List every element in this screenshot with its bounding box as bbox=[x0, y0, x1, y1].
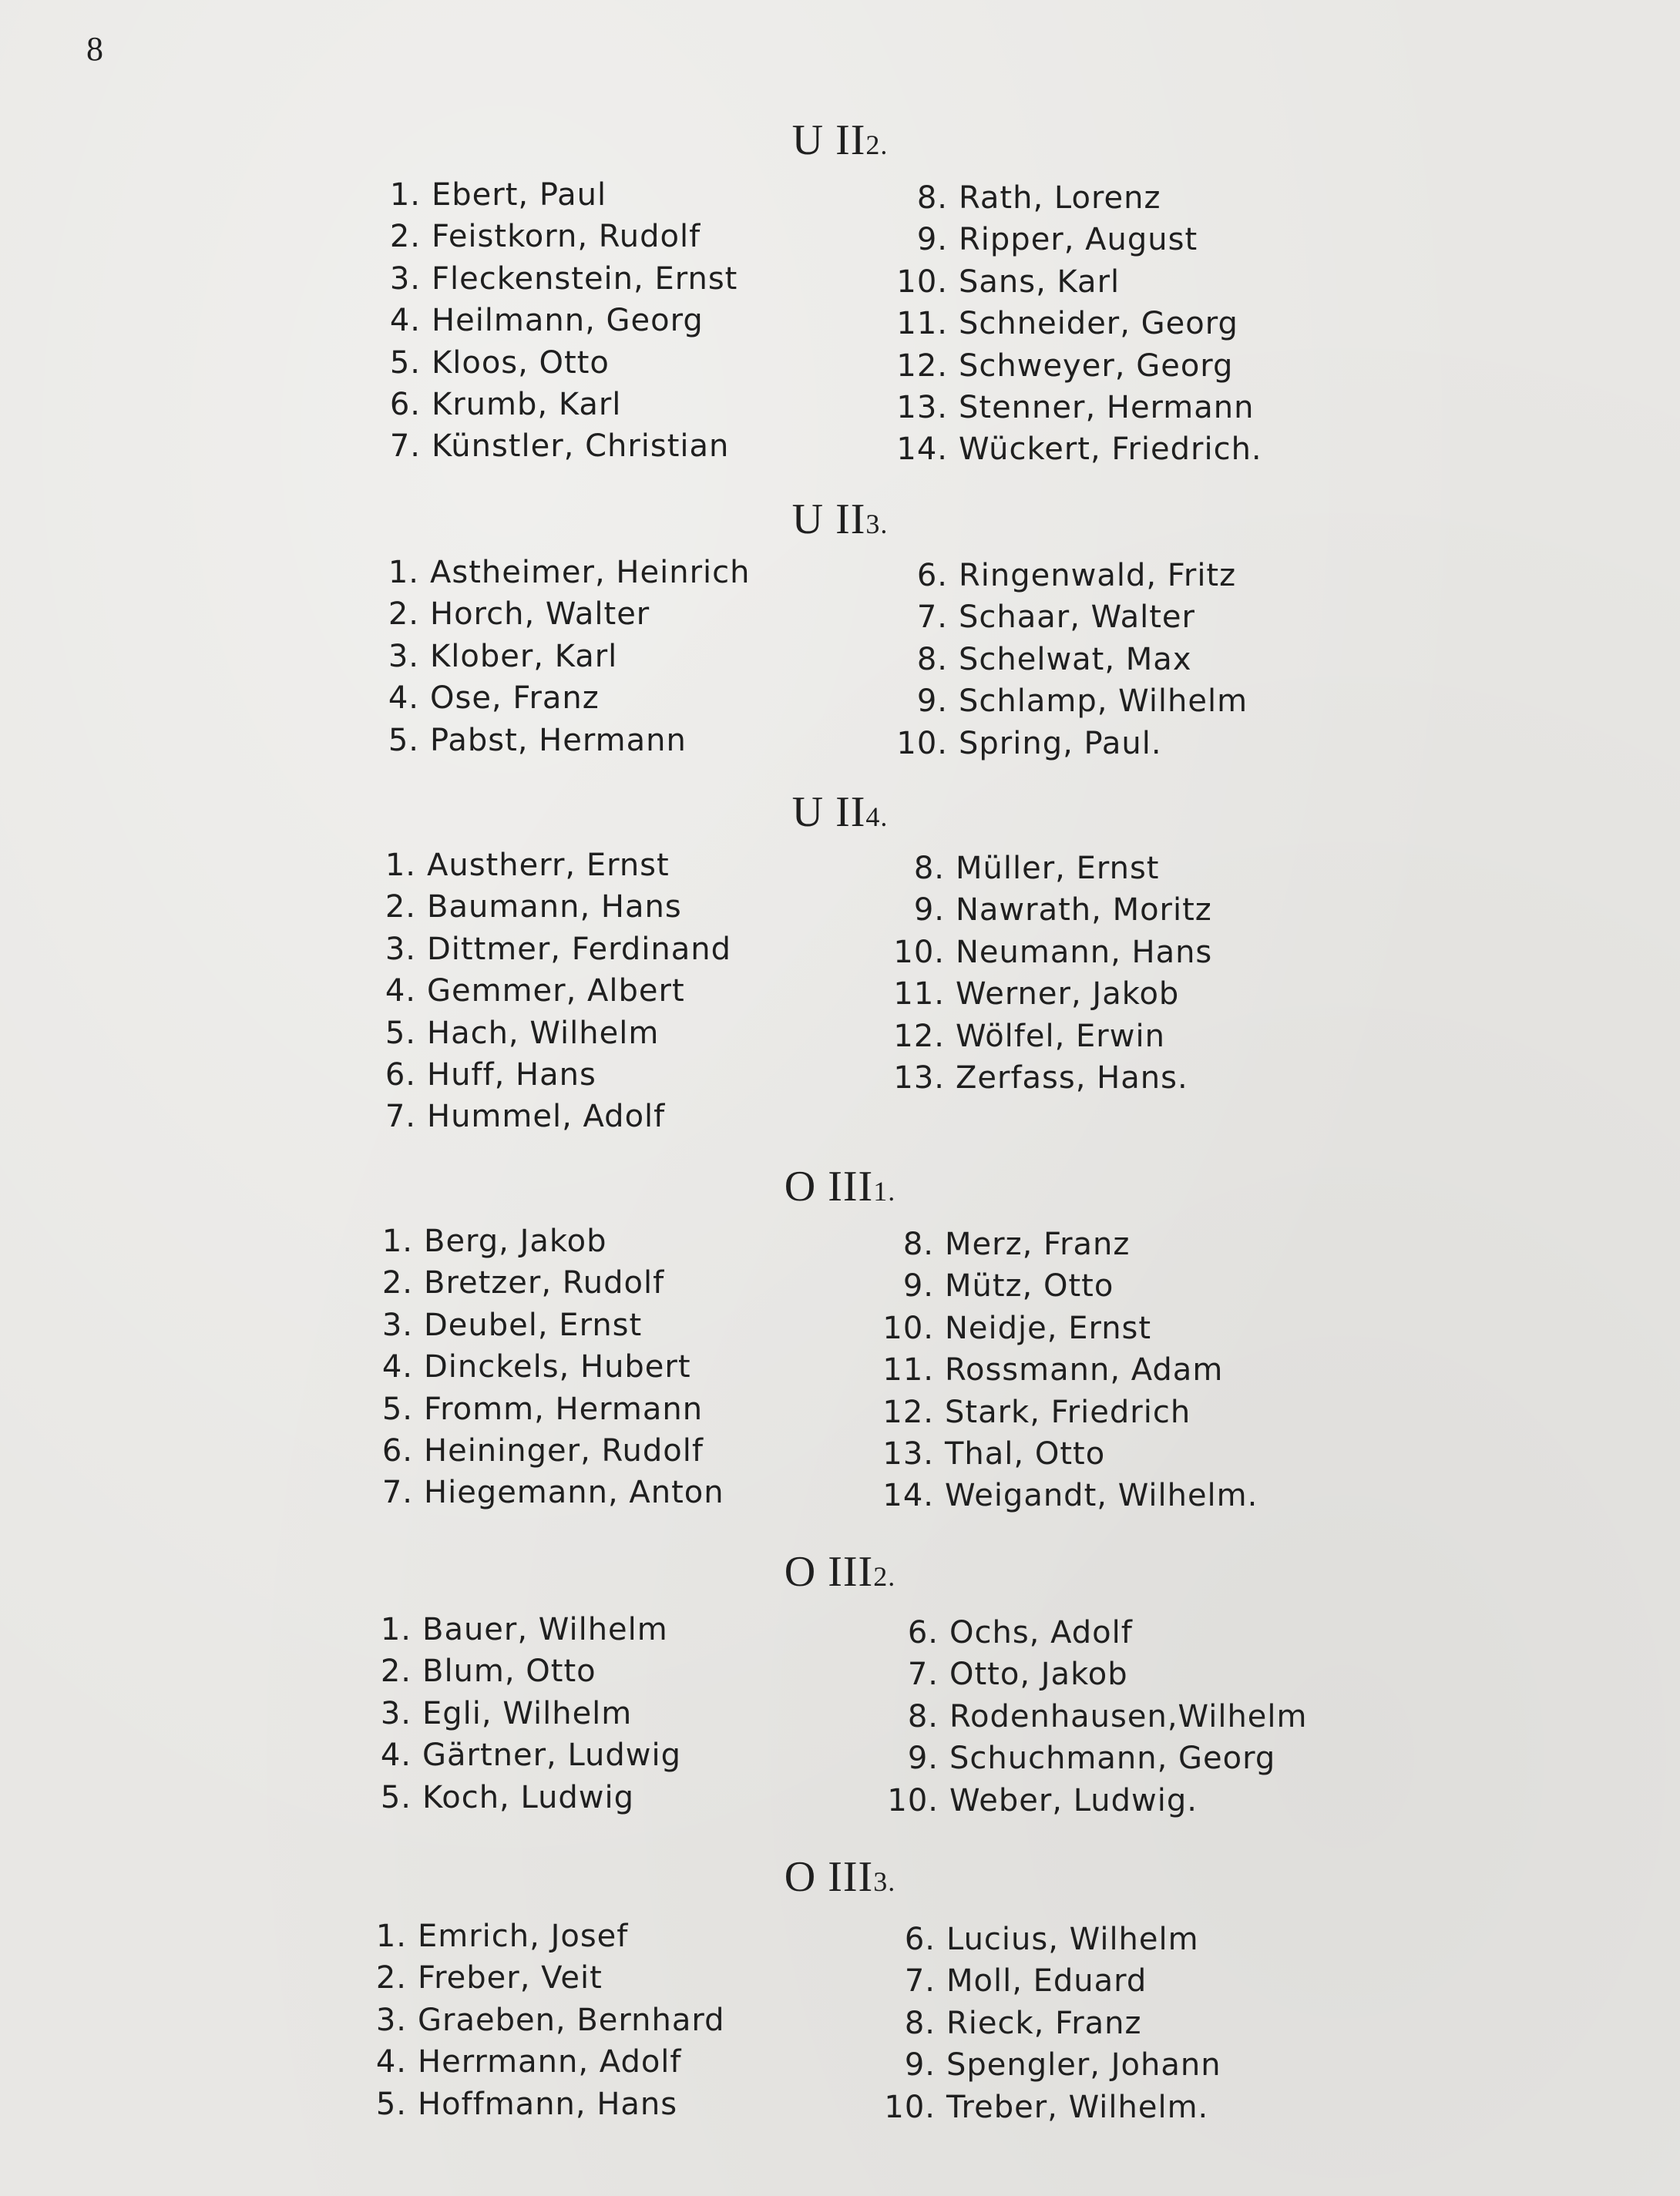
list-item bbox=[365, 1262, 724, 1304]
list-item bbox=[885, 177, 1262, 219]
list-item bbox=[373, 174, 738, 216]
entry-number: 12. bbox=[882, 1394, 934, 1430]
entry-name: Künstler, Christian bbox=[432, 428, 730, 465]
entry-name: Pabst, Hermann bbox=[430, 722, 687, 758]
list-item bbox=[885, 639, 1248, 680]
entry-name: Feistkorn, Rudolf bbox=[432, 219, 701, 255]
entry-name: Wölfel, Erwin bbox=[956, 1018, 1165, 1054]
entry-name: Treber, Wilhelm. bbox=[946, 2089, 1209, 2125]
entry-number: 4. bbox=[375, 2044, 407, 2080]
list-item bbox=[371, 593, 750, 635]
list-item bbox=[875, 1654, 1308, 1695]
list-item bbox=[872, 2087, 1221, 2128]
entry-number: 8. bbox=[916, 180, 948, 216]
entry-number: 14. bbox=[882, 1478, 934, 1514]
list-item bbox=[882, 1057, 1212, 1099]
entry-number: 1. bbox=[389, 177, 421, 213]
entry-name: Emrich, Josef bbox=[418, 1919, 629, 1954]
list-item bbox=[368, 1054, 731, 1096]
list-item bbox=[373, 425, 738, 467]
list-item bbox=[368, 928, 731, 970]
entry-name: Rath, Lorenz bbox=[959, 180, 1161, 216]
list-item bbox=[371, 720, 750, 761]
entry-number: 5. bbox=[380, 1779, 412, 1815]
list-item bbox=[359, 2000, 724, 2041]
list-item bbox=[885, 596, 1248, 638]
entry-name: Ringenwald, Fritz bbox=[959, 558, 1237, 593]
entry-name: Blum, Otto bbox=[422, 1654, 596, 1690]
entry-name: Spring, Paul. bbox=[959, 725, 1162, 761]
list-item bbox=[359, 2041, 724, 2083]
right-column bbox=[882, 848, 1212, 1099]
entry-name: Mütz, Otto bbox=[945, 1268, 1114, 1305]
section-heading bbox=[0, 1852, 1680, 1902]
entry-name: Gärtner, Ludwig bbox=[422, 1738, 682, 1774]
entry-number: 13. bbox=[893, 1059, 945, 1096]
entry-name: Thal, Otto bbox=[945, 1435, 1106, 1472]
entry-name: Merz, Franz bbox=[945, 1227, 1131, 1262]
entry-number: 6. bbox=[907, 1615, 939, 1650]
entry-name: Stark, Friedrich bbox=[945, 1394, 1191, 1430]
entry-name: Heilmann, Georg bbox=[432, 303, 704, 339]
entry-name: Schweyer, Georg bbox=[959, 348, 1234, 384]
right-column bbox=[875, 1612, 1308, 1822]
list-item bbox=[872, 1919, 1221, 1960]
list-item bbox=[872, 2044, 1221, 2086]
list-item bbox=[885, 387, 1262, 428]
entry-number: 1. bbox=[375, 1919, 407, 1954]
list-item bbox=[359, 2084, 724, 2125]
page-number: 8 bbox=[86, 30, 103, 68]
list-item bbox=[364, 1609, 681, 1650]
list-item bbox=[871, 1349, 1258, 1391]
entry-number: 9. bbox=[916, 222, 948, 258]
entry-name: Schuchmann, Georg bbox=[949, 1741, 1276, 1777]
entry-name: Berg, Jakob bbox=[424, 1224, 607, 1259]
entry-name: Deubel, Ernst bbox=[424, 1307, 643, 1343]
section-heading bbox=[0, 495, 1680, 544]
entry-number: 5. bbox=[385, 1015, 416, 1051]
entry-name: Huff, Hans bbox=[427, 1056, 596, 1093]
right-column bbox=[885, 177, 1262, 471]
entry-number: 7. bbox=[916, 599, 948, 636]
list-item bbox=[882, 973, 1212, 1015]
list-item bbox=[872, 1960, 1221, 2002]
entry-name: Koch, Ludwig bbox=[422, 1779, 635, 1815]
entry-number: 8. bbox=[916, 641, 948, 677]
entry-number: 12. bbox=[893, 1018, 945, 1054]
entry-name: Bretzer, Rudolf bbox=[424, 1265, 665, 1301]
entry-name: Neidje, Ernst bbox=[945, 1310, 1152, 1346]
entry-name: Stenner, Hermann bbox=[959, 389, 1255, 425]
entry-number: 11. bbox=[896, 306, 948, 342]
list-item bbox=[364, 1650, 681, 1692]
entry-number: 2. bbox=[385, 889, 416, 925]
entry-number: 8. bbox=[907, 1698, 939, 1734]
entry-number: 3. bbox=[388, 638, 419, 674]
entry-name: Krumb, Karl bbox=[432, 386, 622, 422]
entry-number: 1. bbox=[380, 1612, 412, 1647]
list-item bbox=[882, 848, 1212, 889]
section-title: O III bbox=[784, 1853, 874, 1901]
list-item bbox=[373, 216, 738, 257]
entry-name: Rodenhausen,Wilhelm bbox=[949, 1698, 1308, 1734]
entry-name: Spengler, Johann bbox=[946, 2047, 1221, 2084]
entry-number: 12. bbox=[896, 348, 948, 384]
entry-number: 7. bbox=[385, 1099, 416, 1135]
list-item bbox=[371, 677, 750, 719]
left-column bbox=[359, 1916, 724, 2125]
list-item bbox=[364, 1777, 681, 1818]
entry-name: Rieck, Franz bbox=[946, 2005, 1142, 2041]
entry-number: 5. bbox=[375, 2086, 407, 2122]
entry-name: Horch, Walter bbox=[430, 596, 650, 633]
list-item bbox=[871, 1475, 1258, 1516]
entry-number: 10. bbox=[887, 1782, 939, 1818]
list-item bbox=[875, 1696, 1308, 1738]
list-item bbox=[885, 680, 1248, 722]
list-item bbox=[875, 1612, 1308, 1654]
entry-name: Dittmer, Ferdinand bbox=[427, 931, 732, 967]
entry-number: 1. bbox=[381, 1224, 413, 1259]
list-item bbox=[365, 1346, 724, 1388]
entry-name: Weigandt, Wilhelm. bbox=[945, 1478, 1258, 1514]
entry-number: 5. bbox=[389, 344, 421, 381]
list-item bbox=[373, 300, 738, 341]
entry-name: Hoffmann, Hans bbox=[418, 2086, 678, 2122]
entry-name: Schelwat, Max bbox=[959, 641, 1192, 677]
entry-number: 1. bbox=[385, 848, 416, 883]
section-suffix: 3. bbox=[865, 509, 889, 539]
entry-number: 10. bbox=[896, 264, 948, 300]
list-item bbox=[885, 303, 1262, 344]
right-column bbox=[871, 1224, 1258, 1517]
entry-number: 9. bbox=[916, 683, 948, 720]
entry-number: 3. bbox=[375, 2002, 407, 2038]
entry-number: 9. bbox=[907, 1741, 939, 1777]
entry-name: Nawrath, Moritz bbox=[956, 892, 1212, 928]
entry-name: Otto, Jakob bbox=[949, 1657, 1128, 1693]
entry-number: 3. bbox=[385, 931, 416, 967]
list-item bbox=[882, 932, 1212, 973]
entry-name: Hiegemann, Anton bbox=[424, 1475, 724, 1511]
list-item bbox=[871, 1433, 1258, 1475]
section-heading bbox=[0, 116, 1680, 165]
entry-name: Ochs, Adolf bbox=[949, 1615, 1133, 1650]
entry-name: Baumann, Hans bbox=[427, 889, 682, 925]
entry-number: 2. bbox=[375, 1960, 407, 1996]
section-title: U II bbox=[791, 495, 866, 543]
entry-number: 3. bbox=[380, 1695, 412, 1731]
left-column bbox=[371, 552, 750, 761]
entry-number: 11. bbox=[893, 976, 945, 1012]
entry-number: 9. bbox=[902, 1268, 934, 1305]
entry-name: Lucius, Wilhelm bbox=[946, 1922, 1199, 1957]
list-item bbox=[365, 1472, 724, 1513]
entry-name: Egli, Wilhelm bbox=[422, 1695, 633, 1731]
list-item bbox=[368, 970, 731, 1012]
entry-name: Kloos, Otto bbox=[432, 344, 610, 381]
entry-number: 7. bbox=[381, 1475, 413, 1511]
entry-name: Bauer, Wilhelm bbox=[422, 1612, 668, 1647]
section-title: O III bbox=[784, 1548, 874, 1596]
left-column bbox=[368, 844, 731, 1138]
list-item bbox=[368, 886, 731, 928]
list-item bbox=[365, 1430, 724, 1472]
entry-number: 11. bbox=[882, 1352, 934, 1388]
entry-name: Zerfass, Hans. bbox=[956, 1059, 1188, 1096]
entry-name: Austherr, Ernst bbox=[427, 848, 670, 883]
section-title: O III bbox=[784, 1163, 874, 1210]
entry-number: 8. bbox=[904, 2005, 936, 2041]
list-item bbox=[368, 844, 731, 886]
list-item bbox=[373, 342, 738, 384]
section-suffix: 2. bbox=[865, 129, 889, 160]
entry-name: Fromm, Hermann bbox=[424, 1391, 704, 1427]
entry-name: Freber, Veit bbox=[418, 1960, 603, 1996]
list-item bbox=[365, 1305, 724, 1346]
list-item bbox=[365, 1388, 724, 1430]
entry-name: Neumann, Hans bbox=[956, 934, 1213, 970]
list-item bbox=[885, 723, 1248, 764]
entry-name: Wückert, Friedrich. bbox=[959, 431, 1262, 468]
entry-name: Müller, Ernst bbox=[956, 851, 1160, 886]
entry-number: 3. bbox=[389, 260, 421, 297]
entry-name: Ebert, Paul bbox=[432, 177, 607, 213]
entry-name: Astheimer, Heinrich bbox=[430, 555, 751, 590]
list-item bbox=[365, 1221, 724, 1262]
entry-number: 2. bbox=[388, 596, 419, 633]
entry-name: Werner, Jakob bbox=[956, 976, 1180, 1012]
entry-name: Fleckenstein, Ernst bbox=[432, 260, 738, 297]
list-item bbox=[368, 1096, 731, 1137]
left-column bbox=[365, 1221, 724, 1514]
list-item bbox=[871, 1224, 1258, 1265]
entry-number: 10. bbox=[893, 934, 945, 970]
entry-name: Ose, Franz bbox=[430, 680, 600, 717]
entry-name: Weber, Ludwig. bbox=[949, 1782, 1198, 1818]
section-suffix: 2. bbox=[873, 1561, 896, 1592]
entry-number: 4. bbox=[381, 1349, 413, 1385]
entry-name: Sans, Karl bbox=[959, 264, 1121, 300]
section-suffix: 1. bbox=[873, 1176, 896, 1207]
right-column bbox=[885, 555, 1248, 764]
list-item bbox=[885, 345, 1262, 387]
entry-number: 8. bbox=[902, 1227, 934, 1262]
entry-name: Dinckels, Hubert bbox=[424, 1349, 691, 1385]
list-item bbox=[885, 261, 1262, 303]
entry-number: 6. bbox=[389, 386, 421, 422]
list-item bbox=[373, 384, 738, 425]
entry-name: Herrmann, Adolf bbox=[418, 2044, 682, 2080]
section-title: U II bbox=[791, 788, 866, 836]
entry-number: 7. bbox=[389, 428, 421, 465]
list-item bbox=[871, 1265, 1258, 1307]
section-title: U II bbox=[791, 116, 866, 164]
entry-number: 8. bbox=[913, 851, 945, 886]
entry-number: 2. bbox=[380, 1654, 412, 1690]
entry-number: 10. bbox=[884, 2089, 936, 2125]
entry-number: 7. bbox=[907, 1657, 939, 1693]
entry-name: Hummel, Adolf bbox=[427, 1099, 666, 1135]
entry-name: Ripper, August bbox=[959, 222, 1198, 258]
entry-name: Schlamp, Wilhelm bbox=[959, 683, 1248, 720]
entry-number: 1. bbox=[388, 555, 419, 590]
entry-name: Hach, Wilhelm bbox=[427, 1015, 660, 1051]
entry-number: 2. bbox=[381, 1265, 413, 1301]
section-suffix: 3. bbox=[873, 1866, 896, 1897]
entry-number: 10. bbox=[896, 725, 948, 761]
entry-number: 14. bbox=[896, 431, 948, 468]
entry-number: 5. bbox=[381, 1391, 413, 1427]
entry-name: Moll, Eduard bbox=[946, 1963, 1147, 2000]
list-item bbox=[373, 258, 738, 300]
entry-number: 5. bbox=[388, 722, 419, 758]
entry-number: 6. bbox=[381, 1432, 413, 1469]
list-item bbox=[882, 1016, 1212, 1057]
entry-number: 2. bbox=[389, 219, 421, 255]
list-item bbox=[368, 1012, 731, 1054]
entry-number: 4. bbox=[388, 680, 419, 717]
left-column bbox=[364, 1609, 681, 1818]
section-heading bbox=[0, 1162, 1680, 1211]
list-item bbox=[359, 1957, 724, 1999]
entry-number: 3. bbox=[381, 1307, 413, 1343]
list-item bbox=[875, 1780, 1308, 1822]
entry-name: Schaar, Walter bbox=[959, 599, 1195, 636]
section-heading bbox=[0, 787, 1680, 837]
list-item bbox=[871, 1308, 1258, 1349]
section-suffix: 4. bbox=[865, 801, 889, 832]
entry-name: Gemmer, Albert bbox=[427, 973, 685, 1009]
entry-number: 4. bbox=[385, 973, 416, 1009]
list-item bbox=[364, 1693, 681, 1734]
entry-name: Rossmann, Adam bbox=[945, 1352, 1224, 1388]
entry-number: 9. bbox=[913, 892, 945, 928]
entry-number: 6. bbox=[385, 1056, 416, 1093]
left-column bbox=[373, 174, 738, 468]
entry-number: 4. bbox=[380, 1738, 412, 1774]
entry-number: 4. bbox=[389, 303, 421, 339]
list-item bbox=[872, 2003, 1221, 2044]
entry-number: 6. bbox=[916, 558, 948, 593]
entry-number: 10. bbox=[882, 1310, 934, 1346]
list-item bbox=[371, 552, 750, 593]
entry-number: 13. bbox=[896, 389, 948, 425]
list-item bbox=[885, 555, 1248, 596]
entry-name: Graeben, Bernhard bbox=[418, 2002, 725, 2038]
entry-name: Heininger, Rudolf bbox=[424, 1432, 704, 1469]
entry-number: 9. bbox=[904, 2047, 936, 2084]
list-item bbox=[885, 219, 1262, 260]
entry-number: 13. bbox=[882, 1435, 934, 1472]
section-heading bbox=[0, 1547, 1680, 1597]
entry-number: 7. bbox=[904, 1963, 936, 2000]
list-item bbox=[359, 1916, 724, 1957]
list-item bbox=[871, 1392, 1258, 1433]
right-column bbox=[872, 1919, 1221, 2128]
list-item bbox=[371, 636, 750, 677]
list-item bbox=[875, 1738, 1308, 1779]
list-item bbox=[885, 428, 1262, 470]
entry-name: Klober, Karl bbox=[430, 638, 618, 674]
list-item bbox=[364, 1734, 681, 1776]
list-item bbox=[882, 889, 1212, 931]
entry-name: Schneider, Georg bbox=[959, 306, 1238, 342]
entry-number: 6. bbox=[904, 1922, 936, 1957]
